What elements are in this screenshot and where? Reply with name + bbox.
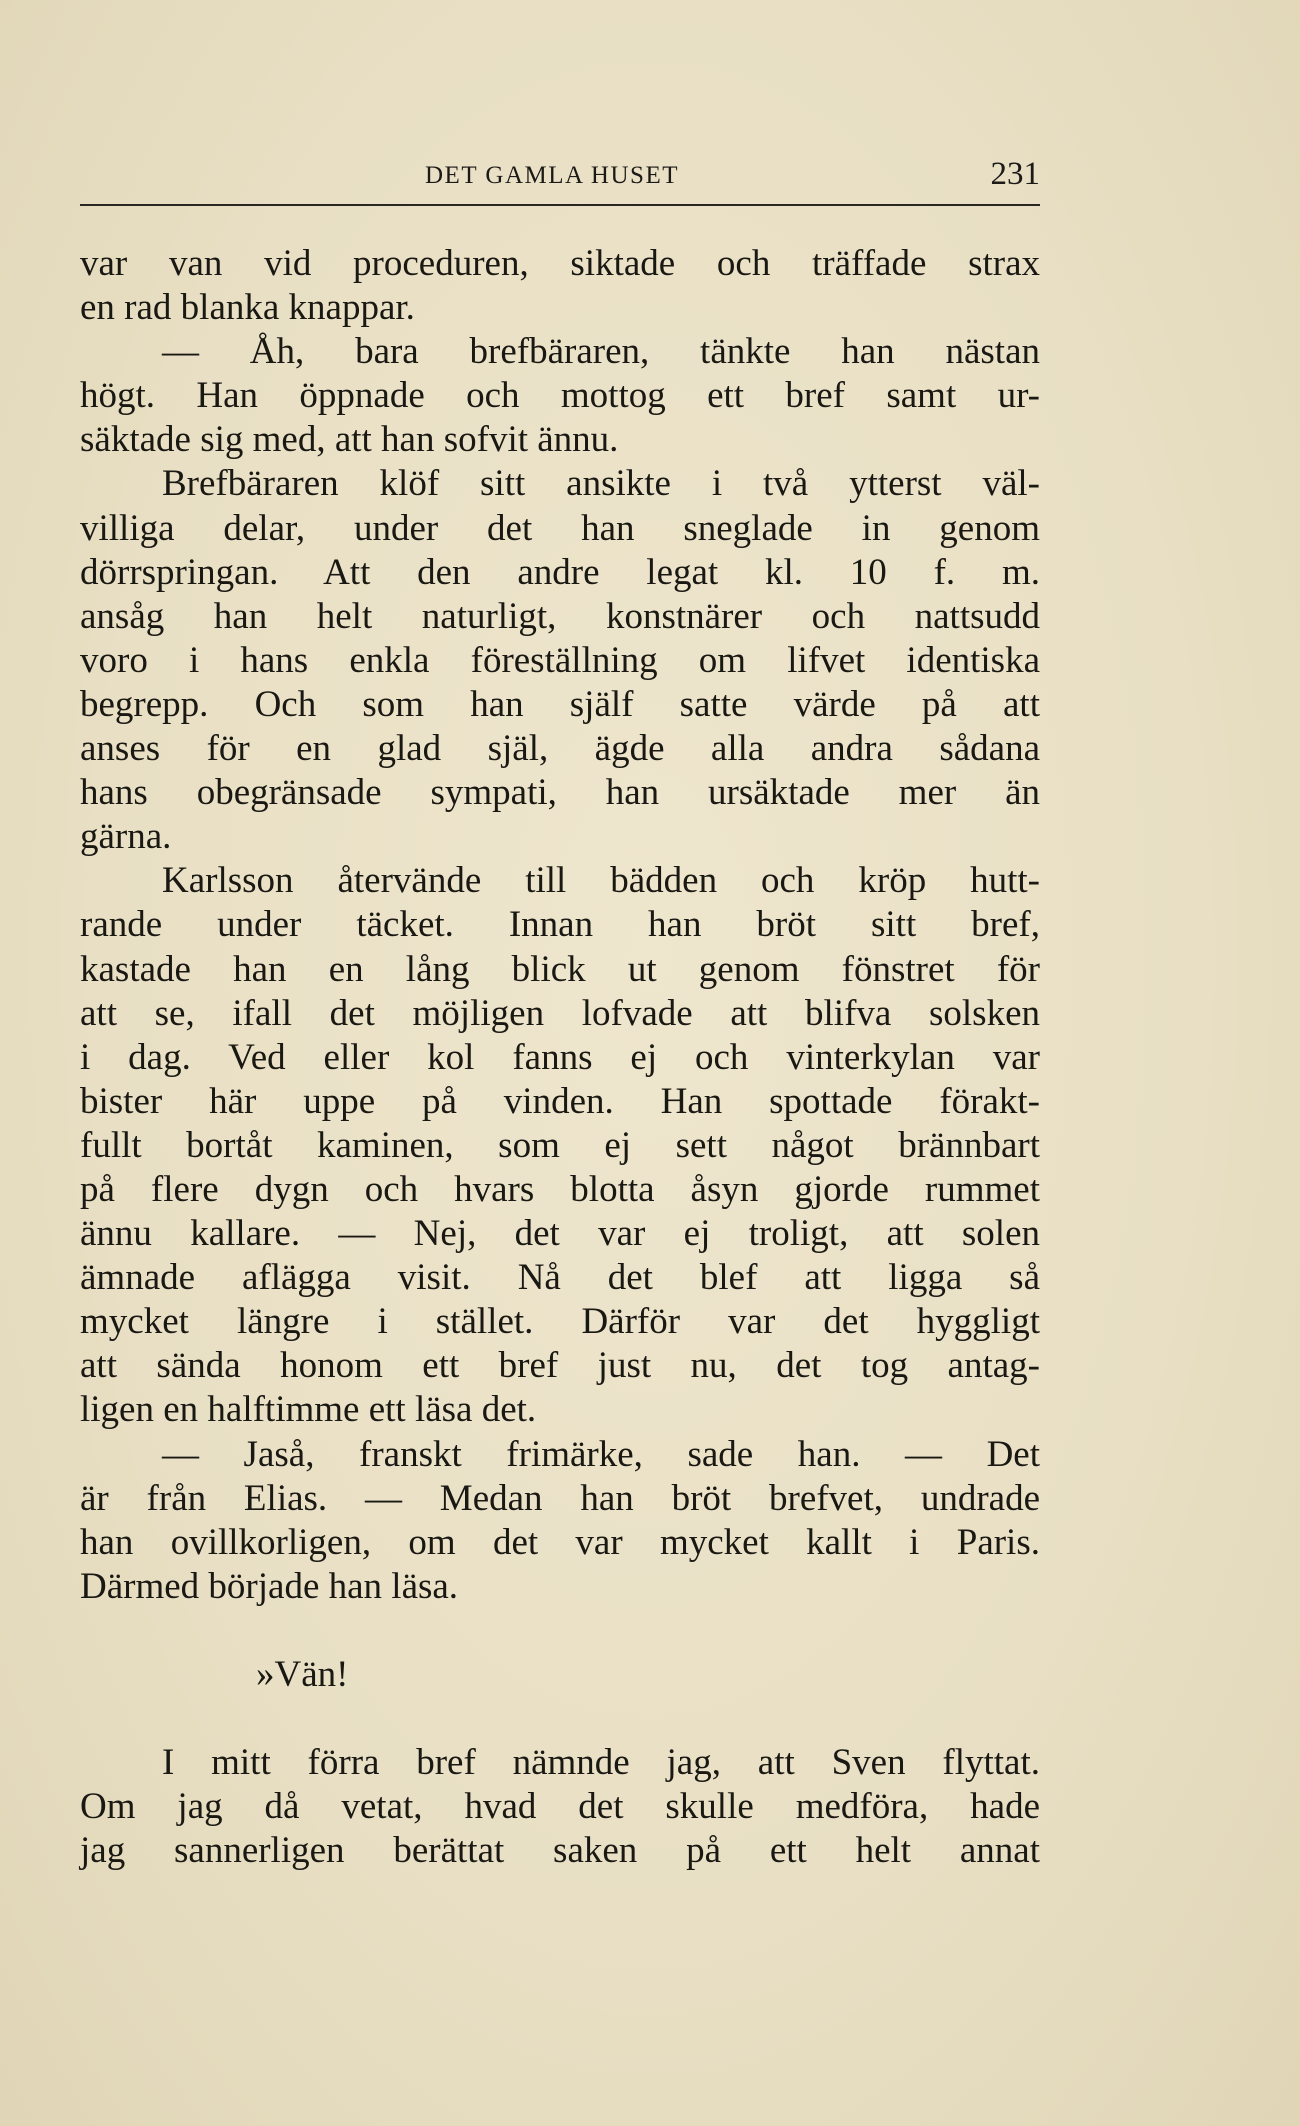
text-line: ämnade aflägga visit. Nå det blef att ligga så (80, 1257, 1040, 1299)
text-line: ansåg han helt naturligt, konstnärer och nattsudd (80, 595, 1040, 637)
text-line: bister här uppe på vinden. Han spottade förakt- (80, 1080, 1040, 1122)
text-line: högt. Han öppnade och mottog ett bref samt ur- (80, 375, 1040, 417)
paragraph-gap (80, 1697, 1040, 1741)
text-line: fullt bortåt kaminen, som ej sett något brännbart (80, 1124, 1040, 1166)
text-line: i dag. Ved eller kol fanns ej och vinterkylan var (80, 1036, 1040, 1078)
text-line: säktade sig med, att han sofvit ännu. (80, 419, 619, 461)
text-line: är från Elias. — Medan han bröt brefvet, undrade (80, 1477, 1040, 1519)
text-line: voro i hans enkla föreställning om lifvet identiska (80, 639, 1040, 681)
text-line: på flere dygn och hvars blotta åsyn gjorde rummet (80, 1168, 1040, 1210)
page-number: 231 (990, 156, 1040, 192)
text-line: dörrspringan. Att den andre legat kl. 10 f. m. (80, 551, 1040, 593)
text-line: Brefbäraren klöf sitt ansikte i två ytterst väl- (162, 463, 1040, 505)
text-line: — Åh, bara brefbäraren, tänkte han nästan (162, 331, 1040, 373)
text-line: begrepp. Och som han själf satte värde på att (80, 683, 1040, 725)
text-line: att se, ifall det möjligen lofvade att blifva solsken (80, 992, 1040, 1034)
text-line: Om jag då vetat, hvad det skulle medföra, hade (80, 1786, 1040, 1828)
text-line: kastade han en lång blick ut genom fönstret för (80, 948, 1040, 990)
text-line: I mitt förra bref nämnde jag, att Sven flyttat. (162, 1742, 1040, 1784)
text-line: han ovillkorligen, om det var mycket kallt i Paris. (80, 1521, 1040, 1563)
text-line: ligen en halftimme ett läsa det. (80, 1389, 537, 1431)
text-line: att sända honom ett bref just nu, det tog antag- (80, 1345, 1040, 1387)
body-text (80, 242, 1040, 1873)
paragraph-gap (80, 1609, 1040, 1653)
text-line: ännu kallare. — Nej, det var ej troligt, att solen (80, 1213, 1040, 1255)
text-line: en rad blanka knappar. (80, 287, 415, 329)
text-line: jag sannerligen berättat saken på ett helt annat (80, 1830, 1040, 1872)
text-line: anses för en glad själ, ägde alla andra sådana (80, 728, 1040, 770)
page-header (80, 150, 1040, 200)
text-line: hans obegränsade sympati, han ursäktade mer än (80, 772, 1040, 814)
letter-salutation: »Vän! (256, 1654, 349, 1695)
text-line: — Jaså, franskt frimärke, sade han. — Det (162, 1433, 1040, 1475)
text-line: Karlsson återvände till bädden och kröp hutt- (162, 860, 1040, 902)
text-line: mycket längre i stället. Därför var det hyggligt (80, 1301, 1040, 1343)
text-line: var van vid proceduren, siktade och träffade strax (80, 243, 1040, 284)
text-line: rande under täcket. Innan han bröt sitt bref, (80, 904, 1040, 946)
running-title: DET GAMLA HUSET (425, 162, 679, 189)
header-rule (80, 204, 1040, 206)
text-line: gärna. (80, 816, 172, 858)
text-line: Därmed började han läsa. (80, 1565, 459, 1607)
text-line: villiga delar, under det han sneglade in genom (80, 507, 1040, 549)
